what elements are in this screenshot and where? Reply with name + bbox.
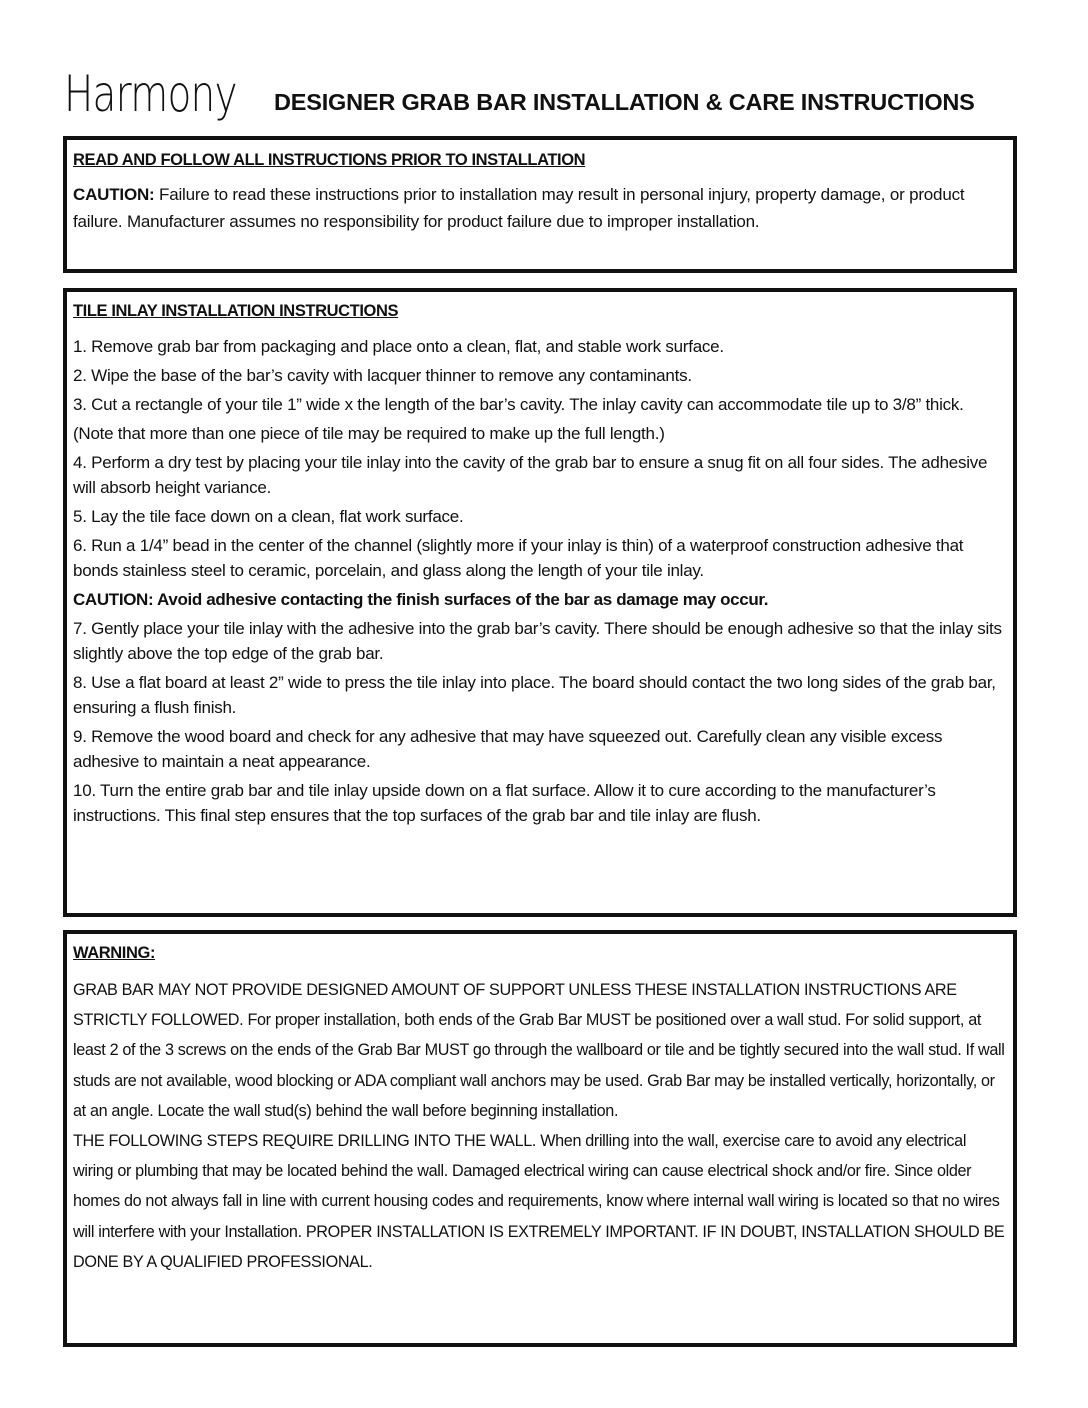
- adhesive-caution: CAUTION: Avoid adhesive contacting the finish surfaces of the bar as damage may occur.: [73, 590, 769, 609]
- step-7: 7. Gently place your tile inlay with the adhesive into the grab bar’s cavity. There should be enough adhesive so that the inlay sits slightly above the top edge of the grab bar.: [73, 619, 1002, 663]
- caution-label: CAUTION:: [73, 185, 155, 204]
- page-header: [64, 62, 1024, 132]
- step-9: 9. Remove the wood board and check for any adhesive that may have squeezed out. Carefully clean any visible excess adhesive to maintain a neat appearance.: [73, 727, 943, 771]
- intro-section: [63, 136, 1017, 273]
- step-4: 4. Perform a dry test by placing your tile inlay into the cavity of the grab bar to ensure a snug fit on all four sides. The adhesive will absorb height variance.: [73, 453, 988, 497]
- caution-text: Failure to read these instructions prior to installation may result in personal injury, property damage, or product failure. Manufacturer assumes no responsibility for product failure due to improper installation.: [73, 185, 965, 231]
- document-title: DESIGNER GRAB BAR INSTALLATION & CARE INSTRUCTIONS: [274, 89, 975, 115]
- step-8: 8. Use a flat board at least 2” wide to press the tile inlay into place. The board should contact the two long sides of the grab bar, ensuring a flush finish.: [73, 673, 996, 717]
- warning-section: [63, 930, 1017, 1347]
- tile-inlay-heading: TILE INLAY INSTALLATION INSTRUCTIONS: [73, 302, 399, 320]
- step-3-note: (Note that more than one piece of tile may be required to make up the full length.): [73, 424, 665, 443]
- step-6: 6. Run a 1/4” bead in the center of the channel (slightly more if your inlay is thin) of a waterproof construction adhesive that bonds stainless steel to ceramic, porcelain, and glass along the length of your tile inlay.: [73, 536, 964, 580]
- step-2: 2. Wipe the base of the bar’s cavity with lacquer thinner to remove any contaminants.: [73, 366, 692, 385]
- step-3: 3. Cut a rectangle of your tile 1” wide x the length of the bar’s cavity. The inlay cavity can accommodate tile up to 3/8” thick.: [73, 395, 964, 414]
- brand-logo: Harmony: [64, 65, 237, 123]
- intro-heading: READ AND FOLLOW ALL INSTRUCTIONS PRIOR TO INSTALLATION: [73, 151, 586, 169]
- warning-paragraph-2: THE FOLLOWING STEPS REQUIRE DRILLING INTO THE WALL. When drilling into the wall, exercise care to avoid any electrical wiring or plumbing that may be located behind the wall. Damaged electrical wiring can cause electrical shock and/or fire. Since older homes do not always fall in line with current housing codes and requirements, know where internal wall wiring is located so that no wires will interfere with your Installation. PROPER INSTALLATION IS EXTREMELY IMPORTANT. IF IN DOUBT, INSTALLATION SHOULD BE DONE BY A QUALIFIED PROFESSIONAL.: [73, 1132, 1005, 1271]
- tile-inlay-section: [63, 288, 1017, 917]
- step-10: 10. Turn the entire grab bar and tile inlay upside down on a flat surface. Allow it to cure according to the manufacturer’s instructions. This final step ensures that the top surfaces of the grab bar and tile inlay are flush.: [73, 781, 936, 825]
- warning-paragraph-1: GRAB BAR MAY NOT PROVIDE DESIGNED AMOUNT OF SUPPORT UNLESS THESE INSTALLATION INSTRUCTIONS ARE STRICTLY FOLLOWED. For proper installation, both ends of the Grab Bar MUST be positioned over a wall stud. For solid support, at least 2 of the 3 screws on the ends of the Grab Bar MUST go through the wallboard or tile and be tightly secured into the wall stud. If wall studs are not available, wood blocking or ADA compliant wall anchors may be used. Grab Bar may be installed vertically, horizontally, or at an angle. Locate the wall stud(s) behind the wall before beginning installation.: [73, 981, 1005, 1120]
- step-5: 5. Lay the tile face down on a clean, flat work surface.: [73, 507, 464, 526]
- intro-caution: [73, 182, 1007, 235]
- warning-heading: WARNING:: [73, 944, 156, 962]
- step-1: 1. Remove grab bar from packaging and place onto a clean, flat, and stable work surface.: [73, 337, 724, 356]
